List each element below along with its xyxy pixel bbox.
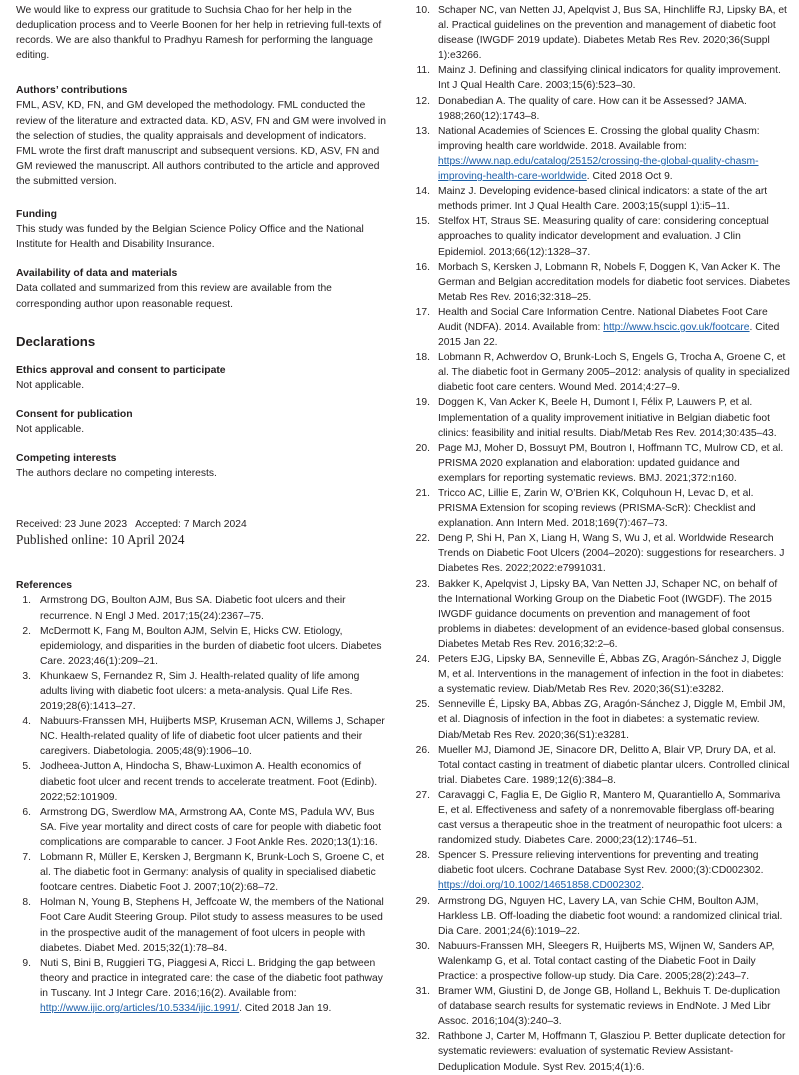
reference-number: 26.	[415, 744, 430, 756]
contributions-heading: Authors’ contributions	[16, 85, 128, 97]
reference-text: Mueller MJ, Diamond JE, Sinacore DR, Delitto A, Blair VP, Drury DA, et al. Total contact casting in treatment of diabetic plantar ulcers. Controlled clinical trial. Diabetes Care. 1989;12(6):384–8.	[438, 744, 790, 786]
reference-text: Bramer WM, Giustini D, de Jonge GB, Holland L, Bekhuis T. De-duplication of database search results for systematic reviews in EndNote. J Med Libr Assoc. 2016;104(3):240–3.	[438, 986, 781, 1028]
reference-item	[16, 624, 386, 669]
reference-item	[414, 531, 790, 576]
competing-heading: Competing interests	[16, 453, 117, 465]
availability-section	[16, 266, 386, 311]
reference-number: 29.	[415, 895, 430, 907]
reference-text: Peters EJG, Lipsky BA, Senneville É, Abbas ZG, Aragón-Sánchez J, Diggle M, et al. Interventions in the management of infection in the foot in diabetes: a systematic review. Diab/Metab Res Rev. 2020;36(S1):e3282.	[438, 654, 784, 696]
reference-item	[414, 848, 790, 893]
reference-item	[16, 805, 386, 850]
reference-item	[414, 184, 790, 214]
reference-text: Mainz J. Developing evidence-based clinical indicators: a state of the art methods primer. Int J Qual Health Care. 2003;15(suppl 1):i5–11.	[438, 186, 768, 213]
reference-number: 27.	[415, 789, 430, 801]
reference-number: 12.	[415, 95, 430, 107]
acknowledgements-text: We would like to express our gratitude to Suchsia Chao for her help in the deduplication process and to Veerle Boonen for her help in retrieving full-texts of records. We are also thankful to Pradhyu Ramesh for performing the language editing.	[16, 5, 382, 62]
funding-text: This study was funded by the Belgian Science Policy Office and the National Institute for Health and Disability Insurance.	[16, 224, 364, 251]
left-column	[16, 3, 386, 1016]
reference-text: Spencer S. Pressure relieving interventions for preventing and treating diabetic foot ulcers. Cochrane Database Syst Rev. 2000;(3):CD002302.	[438, 850, 764, 877]
reference-text: Stelfox HT, Straus SE. Measuring quality of care: considering conceptual approaches to quality indicator development and evaluation. J Clin Epidemiol. 2013;66(12):1328–37.	[438, 216, 769, 258]
reference-number: 6.	[22, 806, 31, 818]
reference-text: Rathbone J, Carter M, Hoffmann T, Glasziou P. Better duplicate detection for systematic reviewers: evaluation of systematic Review Assistant-Deduplication Module. Syst Rev. 2015;4(1):6.	[438, 1031, 786, 1073]
contributions-section	[16, 83, 386, 189]
reference-item	[16, 895, 386, 955]
received-accepted-dates: Received: 23 June 2023 Accepted: 7 March 2024	[16, 519, 247, 531]
reference-number: 1.	[22, 595, 31, 607]
reference-item	[16, 759, 386, 804]
reference-item	[414, 94, 790, 124]
declarations-title: Declarations	[16, 333, 96, 349]
reference-text: Senneville É, Lipsky BA, Abbas ZG, Aragón-Sánchez J, Diggle M, Embil JM, et al. Diagnosis of infection in the foot in diabetes: a systematic review. Diab/Metab Res Rev. 2020;36(S1):e3281.	[438, 699, 786, 741]
reference-text: Holman N, Young B, Stephens H, Jeffcoate W, the members of the National Foot Care Audit Steering Group. Pilot study to assess measures to be used in the prospective audit of the management of foot ulcers in people with diabetes. Diabet Med. 2015;32(1):78–84.	[40, 897, 384, 954]
reference-item	[414, 3, 790, 63]
reference-item	[414, 486, 790, 531]
reference-item	[414, 697, 790, 742]
reference-text: Nabuurs-Franssen MH, Sleegers R, Huijberts MS, Wijnen W, Sanders AP, Walenkamp G, et al. Total contact casting of the Diabetic Foot in Daily Practice: a prospective follow-up study. Dia Care. 2005;28(2):243–7.	[438, 940, 775, 982]
ethics-text: Not applicable.	[16, 379, 85, 391]
reference-text: Health and Social Care Information Centre. National Diabetes Foot Care Audit (NDFA). 2014. Available from:	[438, 306, 768, 333]
reference-number: 9.	[22, 957, 31, 969]
reference-text: Caravaggi C, Faglia E, De Giglio R, Mantero M, Quarantiello A, Sommariva E, et al. Effectiveness and safety of a nonremovable fiberglass off-bearing cast versus a therapeutic shoe in the treatment of neuropathic foot ulcers: a randomized study. Diabetes Care. 2000;23(12):1746–51.	[438, 789, 782, 847]
reference-number: 11.	[416, 65, 430, 77]
reference-item	[414, 894, 790, 939]
reference-number: 14.	[415, 186, 430, 198]
reference-text: Doggen K, Van Acker K, Beele H, Dumont I, Félix P, Lauwers P, et al. Implementation of a quality improvement initiative in Belgian diabetic foot clinics: feasibility and initial results. Diab/Metab Res Rev. 2014;30:435–43.	[438, 397, 777, 439]
reference-text: Armstrong DG, Nguyen HC, Lavery LA, van Schie CHM, Boulton AJM, Harkless LB. Off-loading the diabetic foot wound: a randomized clinical trial. Dia Care. 2001;24(6):1019–22.	[438, 895, 783, 937]
reference-item	[414, 305, 790, 350]
published-date: Published online: 10 April 2024	[16, 532, 185, 548]
acknowledgements-section	[16, 3, 386, 63]
reference-number: 8.	[22, 897, 31, 909]
right-column	[414, 3, 790, 1075]
reference-item	[414, 124, 790, 184]
reference-item	[414, 743, 790, 788]
references-heading: References	[16, 580, 73, 592]
reference-number: 2.	[22, 625, 31, 637]
reference-number: 20.	[415, 442, 430, 454]
reference-item	[414, 350, 790, 395]
reference-number: 21.	[415, 488, 430, 499]
reference-number: 18.	[415, 352, 430, 364]
funding-section	[16, 207, 386, 252]
references-list-left	[16, 593, 386, 1016]
reference-number: 13.	[415, 125, 430, 137]
reference-number: 25.	[415, 699, 430, 711]
reference-text: Armstrong DG, Boulton AJM, Bus SA. Diabetic foot ulcers and their recurrence. N Engl J Med. 2017;15(24):2367–75.	[40, 595, 346, 622]
reference-number: 3.	[22, 670, 31, 682]
reference-text: Deng P, Shi H, Pan X, Liang H, Wang S, Wu J, et al. Worldwide Research Trends on Diabetic Foot Ulcers (2004–2020): suggestions for researchers. J Diabetes Res. 2022;2022:e7991031.	[438, 533, 785, 575]
reference-text: Lobmann R, Müller E, Kersken J, Bergmann K, Brunk-Loch S, Groene C, et al. The diabetic foot in Germany: analysis of quality in specialised diabetic footcare centres. Diabetic Foot J. 2007;10(2):68–72.	[40, 852, 384, 894]
reference-text-tail: . Cited 2018 Oct 9.	[586, 171, 673, 183]
reference-item	[16, 669, 386, 714]
reference-number: 5.	[22, 761, 31, 773]
reference-text: Nuti S, Bini B, Ruggieri TG, Piaggesi A, Ricci L. Bridging the gap between theory and practice in integrated care: the case of the diabetic foot pathway in Tuscany. Int J Integr Care. 2016;16(2). Available from:	[40, 957, 383, 999]
reference-item	[414, 214, 790, 259]
reference-number: 24.	[415, 654, 430, 666]
consent-heading: Consent for publication	[16, 408, 133, 420]
competing-section	[16, 451, 386, 481]
reference-text: Schaper NC, van Netten JJ, Apelqvist J, Bus SA, Hinchliffe RJ, Lipsky BA, et al. Practical guidelines on the prevention and management of diabetic foot disease (IWGDF 2019 update). Diabetes Metab Res Rev. 2020;36(Suppl 1):e3266.	[438, 5, 787, 62]
reference-item	[16, 850, 386, 895]
reference-text: Page MJ, Moher D, Bossuyt PM, Boutron I, Hoffmann TC, Mulrow CD, et al. PRISMA 2020 explanation and elaboration: updated guidance and exemplars for reporting systematic reviews. BMJ. 2021;372:n160.	[438, 442, 784, 484]
availability-heading: Availability of data and materials	[16, 268, 178, 280]
reference-item	[16, 593, 386, 623]
consent-section	[16, 407, 386, 437]
reference-item	[414, 652, 790, 697]
reference-item	[414, 1029, 790, 1074]
reference-item	[414, 939, 790, 984]
reference-number: 31.	[415, 986, 430, 998]
reference-number: 23.	[415, 578, 430, 590]
reference-number: 28.	[415, 850, 430, 862]
reference-text: Jodheea-Jutton A, Hindocha S, Bhaw-Luximon A. Health economics of diabetic foot ulcer and recent trends to accelerate treatment. Foot (Edinb). 2022;52:101909.	[40, 761, 378, 803]
reference-item	[414, 984, 790, 1029]
reference-link[interactable]: http://www.hscic.gov.uk/footcare	[603, 321, 750, 333]
ethics-heading: Ethics approval and consent to participate	[16, 364, 226, 376]
reference-item	[414, 63, 790, 93]
reference-link[interactable]: http://www.ijic.org/articles/10.5334/ijic.1991/	[40, 1002, 240, 1014]
reference-item	[414, 441, 790, 486]
reference-text-tail: .	[641, 880, 645, 892]
reference-number: 30.	[415, 940, 430, 952]
reference-text: Lobmann R, Achwerdov O, Brunk-Loch S, Engels G, Trocha A, Groene C, et al. The diabetic foot in Germany 2005–2012: analysis of quality in specialized diabetic foot care centers. Wound Med. 2014;4:27–9.	[438, 352, 790, 394]
reference-number: 7.	[22, 852, 31, 864]
reference-text: Donabedian A. The quality of care. How can it be Assessed? JAMA. 1988;260(12):1743–8.	[438, 95, 747, 122]
reference-link[interactable]: https://doi.org/10.1002/14651858.CD002302	[438, 880, 642, 892]
reference-number: 17.	[415, 306, 430, 318]
reference-item	[16, 714, 386, 759]
reference-number: 15.	[415, 216, 430, 228]
references-list-right	[414, 3, 790, 1075]
reference-text: Khunkaew S, Fernandez R, Sim J. Health-related quality of life among adults living with diabetic foot ulcers: a meta-analysis. Qual Life Res. 2019;28(6):1413–27.	[40, 670, 360, 713]
reference-text: Mainz J. Defining and classifying clinical indicators for quality improvement. Int J Qual Health Care. 2003;15(6):523–30.	[438, 65, 781, 92]
reference-item	[414, 577, 790, 652]
reference-item	[414, 260, 790, 305]
reference-text: Nabuurs-Franssen MH, Huijberts MSP, Kruseman ACN, Willems J, Schaper NC. Health-related quality of life of diabetic foot ulcer patients and their caregivers. Diabetologia. 2005;48(9):1906–10.	[40, 716, 385, 758]
availability-text: Data collated and summarized from this review are available from the corresponding author upon reasonable request.	[16, 283, 332, 310]
contributions-text: FML, ASV, KD, FN, and GM developed the methodology. FML conducted the review of the literature and extracted data. KD, ASV, FN and GM were involved in the selection of studies, the quality appraisals and development of indicators. FML wrote the first draft manuscript and subsequent versions. KD, ASV, FN and GM reviewed the manuscript. All authors contributed to the article and approved the submitted version.	[16, 100, 386, 187]
reference-number: 16.	[415, 261, 430, 273]
reference-item	[414, 788, 790, 848]
dates-block	[16, 517, 386, 548]
consent-text: Not applicable.	[16, 423, 85, 435]
reference-item	[414, 395, 790, 440]
ethics-section	[16, 363, 386, 393]
reference-text: Armstrong DG, Swerdlow MA, Armstrong AA, Conte MS, Padula WV, Bus SA. Five year mortality and direct costs of care for people with diabetic foot complications are comparable to cancer. J Foot Ankle Res. 2020;13(1):16.	[40, 806, 382, 848]
reference-number: 10.	[415, 5, 430, 16]
reference-text: Morbach S, Kersken J, Lobmann R, Nobels F, Doggen K, Van Acker K. The German and Belgian accreditation models for diabetic foot services. Diabetes Metab Res Rev. 2016;32:318–25.	[438, 261, 790, 303]
funding-heading: Funding	[16, 209, 57, 221]
reference-number: 32.	[415, 1031, 430, 1043]
reference-text: Bakker K, Apelqvist J, Lipsky BA, Van Netten JJ, Schaper NC, on behalf of the International Working Group on the Diabetic Foot (IWGDF). The 2015 IWGDF guidance documents on prevention and management of foot problems in diabetes: development of an evidence-based global consensus. Diabetes Metab Res Rev. 2016;32:2–6.	[438, 578, 785, 650]
reference-text-tail: . Cited 2018 Jan 19.	[239, 1002, 332, 1014]
reference-number: 19.	[415, 397, 430, 409]
reference-link[interactable]: https://www.nap.edu/catalog/25152/crossing-the-global-quality-chasm-improving-health-care-worldwide	[438, 155, 759, 183]
reference-number: 4.	[22, 716, 31, 728]
reference-text-tail: . Cited 2015 Jan 22.	[438, 321, 780, 349]
reference-item	[16, 956, 386, 1016]
reference-text: McDermott K, Fang M, Boulton AJM, Selvin E, Hicks CW. Etiology, epidemiology, and disparities in the burden of diabetic foot ulcers. Diabetes Care. 2023;46(1):209–21.	[40, 625, 382, 667]
reference-text: Tricco AC, Lillie E, Zarin W, O’Brien KK, Colquhoun H, Levac D, et al. PRISMA Extension for scoping reviews (PRISMA-ScR): Checklist and explanation. Ann Intern Med. 2018;169(7):467–73.	[438, 488, 756, 530]
reference-text: National Academies of Sciences E. Crossing the global quality Chasm: improving health care worldwide. 2018. Available from:	[438, 125, 760, 152]
competing-text: The authors declare no competing interests.	[16, 468, 217, 480]
reference-number: 22.	[415, 533, 430, 545]
